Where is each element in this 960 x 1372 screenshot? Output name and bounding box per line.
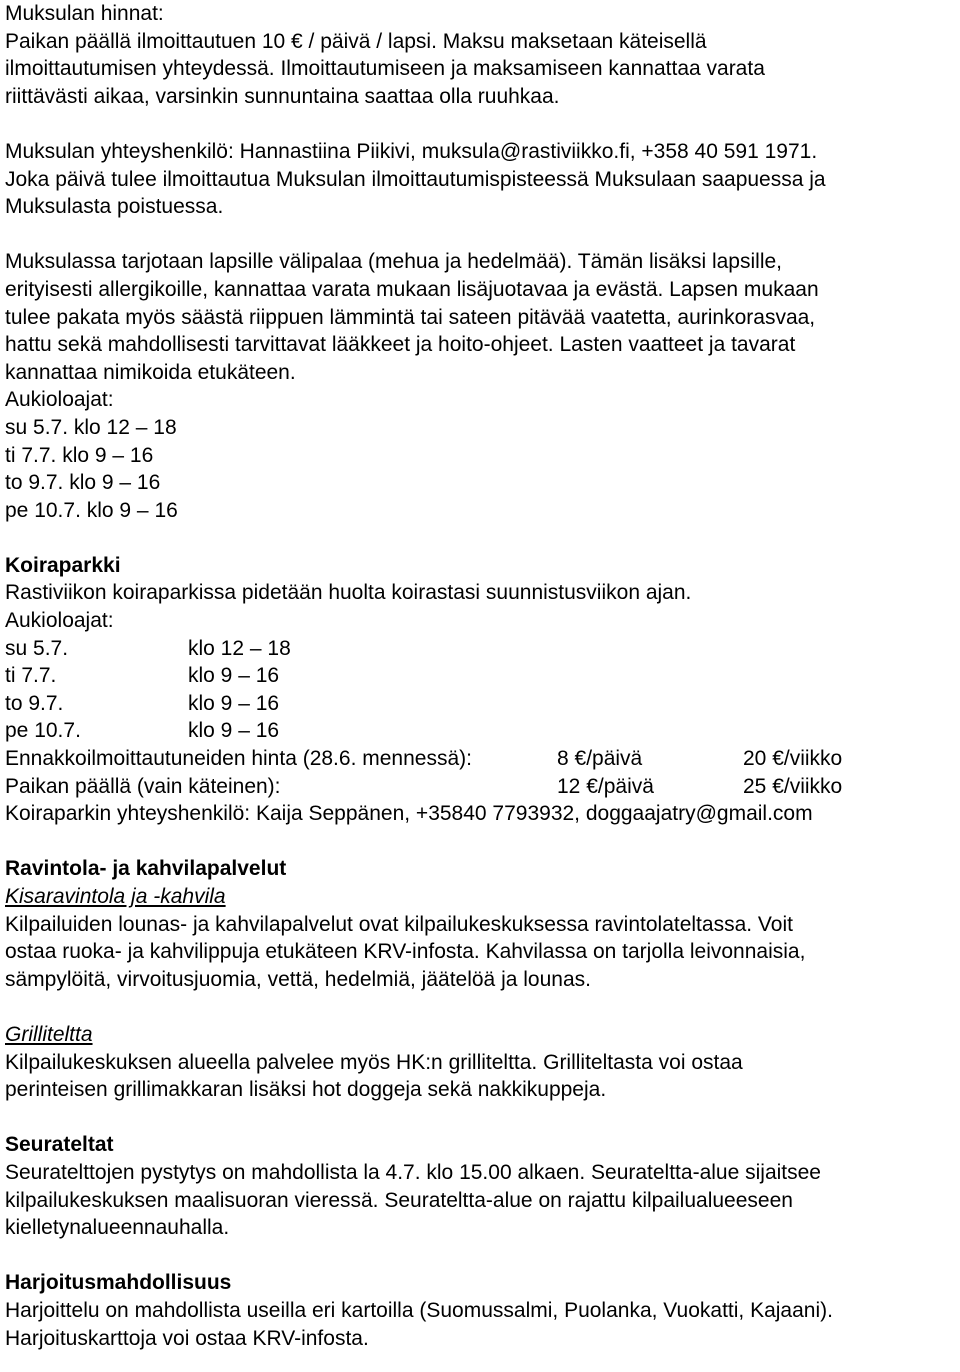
text-line: Kilpailuiden lounas- ja kahvilapalvelut ovat kilpailukeskuksessa ravintolateltassa. Voit: [5, 912, 793, 936]
text-line: Paikan päällä ilmoittautuen 10 € / päivä / lapsi. Maksu maksetaan käteisellä: [5, 29, 707, 53]
text-line: Muksulan yhteyshenkilö: Hannastiina Piikivi, muksula@rastiviikko.fi, +358 40 591 1971.: [5, 139, 818, 163]
price-label: Paikan päällä (vain käteinen):: [5, 774, 281, 798]
text-line: kielletynalueennauhalla.: [5, 1216, 230, 1240]
text-line: ostaa ruoka- ja kahvilippuja etukäteen KRV-infosta. Kahvilassa on tarjolla leivonnaisia,: [5, 940, 806, 964]
harjoitus-section: [5, 1269, 955, 1352]
hours-time: klo 9 – 16: [188, 719, 280, 743]
hours-line: pe 10.7. klo 9 – 16: [5, 498, 178, 522]
price-per-day: 12 €/päivä: [557, 774, 654, 798]
text-line: Kilpailukeskuksen alueella palvelee myös HK:n grilliteltta. Grilliteltasta voi ostaa: [5, 1050, 743, 1074]
price-row: [5, 773, 955, 801]
section-heading: Seurateltat: [5, 1133, 114, 1157]
text-line: Harjoituskarttoja voi ostaa KRV-infosta.: [5, 1326, 369, 1350]
text-line: kannattaa nimikoida etukäteen.: [5, 360, 296, 384]
text-line: sämpylöitä, virvoitusjuomia, vettä, hedelmiä, jäätelöä ja lounas.: [5, 967, 591, 991]
subsection-heading: Kisaravintola ja -kahvila: [5, 885, 226, 908]
hours-day: to 9.7.: [5, 691, 64, 715]
price-label: Ennakkoilmoittautuneiden hinta (28.6. mennessä):: [5, 747, 472, 771]
blank-line: [5, 1104, 955, 1132]
text-line: tulee pakata myös säästä riippuen lämmintä tai sateen pitävää vaatetta, aurinkorasvaa,: [5, 305, 816, 329]
hours-label: Aukioloajat:: [5, 609, 114, 633]
hours-day: su 5.7.: [5, 636, 69, 660]
price-row: [5, 745, 955, 773]
price-per-week: 20 €/viikko: [743, 747, 843, 771]
text-line: hattu sekä mahdollisesti tarvittavat lääkkeet ja hoito-ohjeet. Lasten vaatteet ja tavarat: [5, 333, 796, 357]
section-heading: Koiraparkki: [5, 553, 121, 577]
koiraparkki-section: [5, 552, 955, 828]
text-line: Muksulan hinnat:: [5, 2, 164, 25]
text-line: Muksulasta poistuessa.: [5, 195, 224, 219]
contact-line: Koiraparkin yhteyshenkilö: Kaija Seppänen, +35840 7793932, doggaajatry@gmail.com: [5, 802, 813, 826]
seurateltat-section: [5, 1131, 955, 1241]
text-line: Muksulassa tarjotaan lapsille välipalaa (mehua ja hedelmää). Tämän lisäksi lapsille,: [5, 250, 782, 274]
price-per-week: 25 €/viikko: [743, 774, 843, 798]
hours-time: klo 12 – 18: [188, 636, 291, 660]
hours-row: [5, 690, 955, 718]
text-line: riittävästi aikaa, varsinkin sunnuntaina saattaa olla ruuhkaa.: [5, 84, 560, 108]
text-line: perinteisen grillimakkaran lisäksi hot doggeja sekä nakkikuppeja.: [5, 1078, 607, 1102]
blank-line: [5, 524, 955, 552]
hours-time: klo 9 – 16: [188, 691, 280, 715]
subsection-heading: Grilliteltta: [5, 1022, 93, 1046]
blank-line: [5, 221, 955, 249]
hours-time: klo 9 – 16: [188, 664, 280, 688]
muksula-section: [5, 0, 955, 524]
hours-day: pe 10.7.: [5, 719, 81, 743]
blank-line: [5, 828, 955, 856]
text-line: Seuratelttojen pystytys on mahdollista la 4.7. klo 15.00 alkaen. Seurateltta-alue sijaitsee: [5, 1160, 821, 1184]
text-line: ilmoittautumisen yhteydessä. Ilmoittautumiseen ja maksamiseen kannattaa varata: [5, 57, 765, 81]
price-per-day: 8 €/päivä: [557, 747, 643, 771]
text-line: Joka päivä tulee ilmoittautua Muksulan ilmoittautumispisteessä Muksulaan saapuessa ja: [5, 167, 826, 191]
blank-line: [5, 1242, 955, 1270]
section-heading: Harjoitusmahdollisuus: [5, 1271, 232, 1295]
hours-label: Aukioloajat:: [5, 388, 114, 412]
hours-line: ti 7.7. klo 9 – 16: [5, 443, 154, 467]
text-line: Rastiviikon koiraparkissa pidetään huolta koirastasi suunnistusviikon ajan.: [5, 581, 692, 605]
ravintola-section: [5, 855, 955, 1103]
hours-row: [5, 662, 955, 690]
text-line: Harjoittelu on mahdollista useilla eri kartoilla (Suomussalmi, Puolanka, Vuokatti, Kajaani).: [5, 1298, 833, 1322]
section-heading: Ravintola- ja kahvilapalvelut: [5, 857, 287, 881]
hours-line: to 9.7. klo 9 – 16: [5, 471, 161, 495]
hours-row: [5, 717, 955, 745]
text-line: kilpailukeskuksen maalisuoran vieressä. Seurateltta-alue on rajattu kilpailualueeseen: [5, 1188, 793, 1212]
hours-row: [5, 635, 955, 663]
hours-line: su 5.7. klo 12 – 18: [5, 415, 177, 439]
hours-day: ti 7.7.: [5, 664, 57, 688]
blank-line: [5, 110, 955, 138]
blank-line: [5, 993, 955, 1021]
text-line: erityisesti allergikoille, kannattaa varata mukaan lisäjuotavaa ja evästä. Lapsen mukaan: [5, 277, 819, 301]
